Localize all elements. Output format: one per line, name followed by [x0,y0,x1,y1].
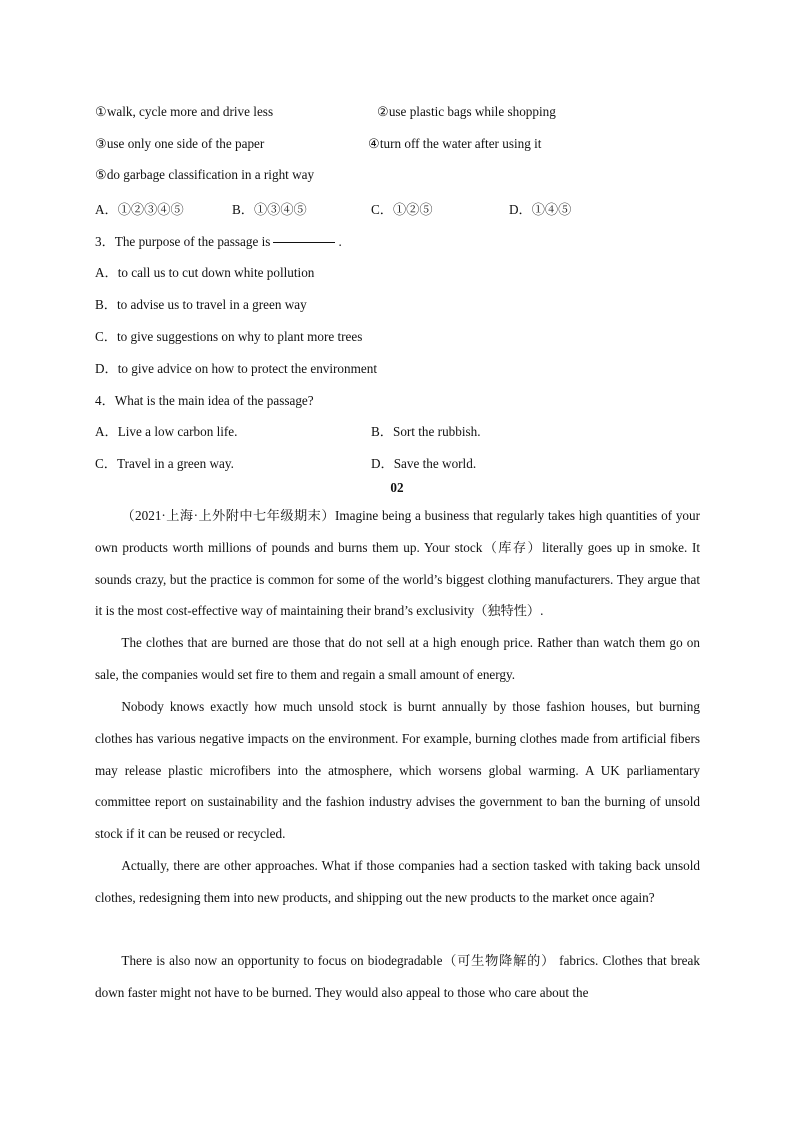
measure-2: ②use plastic bags while shopping [377,104,556,119]
measure-1: ①walk, cycle more and drive less [95,104,274,119]
q3-option-a: A．to call us to cut down white pollution [95,265,315,280]
measure-3: ③use only one side of the paper [95,136,265,151]
measure-5: ⑤do garbage classification in a right way [95,167,315,182]
q3-stem [95,231,342,250]
passage-paragraph-3: Nobody knows exactly how much unsold stock is burnt annually by those fashion houses, but burning clothes has various negative impacts on the environment. For example, burning clothes made from artificial fibers may release plastic microfibers into the atmosphere, which worsens global warming. A UK parliamentary committee report on sustainability and the fashion industry advises the government to ban the burning of unsold stock if it can be reused or recycled. [95,699,700,842]
section-number: 02 [390,480,404,495]
q4-option-c: C．Travel in a green way. [95,456,234,471]
measure-4: ④turn off the water after using it [368,136,542,151]
q2-option-a: A．①②③④⑤ [95,202,184,217]
q2-option-c: C．①②⑤ [371,202,433,217]
passage-paragraph-1: （2021·上海·上外附中七年级期末）Imagine being a business that regularly takes high quantities of your own products worth millions of pounds and burns them up. Your stock（库存）literally goes up in smoke. It sounds crazy, but the practice is common for some of the world’s biggest clothing manufacturers. They argue that it is the most cost-effective way of maintaining their brand’s exclusivity（独特性）. [95,508,700,619]
answer-blank [273,242,335,243]
passage-paragraph-4: Actually, there are other approaches. What if those companies had a section tasked with taking back unsold clothes, redesigning them into new products, and shipping out the new products to the market once again? [95,858,700,905]
q4-option-b: B．Sort the rubbish. [371,424,481,439]
q3-option-b: B．to advise us to travel in a green way [95,297,307,312]
q4-option-a: A．Live a low carbon life. [95,424,238,439]
q3-stem-text: 3．The purpose of the passage is [95,234,271,249]
q4-stem: 4．What is the main idea of the passage? [95,393,314,408]
passage-paragraph-5: There is also now an opportunity to focus on biodegradable（可生物降解的） fabrics. Clothes that break down faster might not have to be burned. They would also appeal to those who care about the [95,953,700,1000]
q3-option-c: C．to give suggestions on why to plant more trees [95,329,363,344]
q2-option-b: B．①③④⑤ [232,202,307,217]
passage-paragraph-2: The clothes that are burned are those that do not sell at a high enough price. Rather than watch them go on sale, the companies would set fire to them and regain a small amount of energy. [95,635,700,682]
q4-option-d: D．Save the world. [371,456,477,471]
q2-option-d: D．①④⑤ [509,202,572,217]
q3-option-d: D．to give advice on how to protect the environment [95,361,377,376]
q3-stem-end: . [338,234,342,249]
